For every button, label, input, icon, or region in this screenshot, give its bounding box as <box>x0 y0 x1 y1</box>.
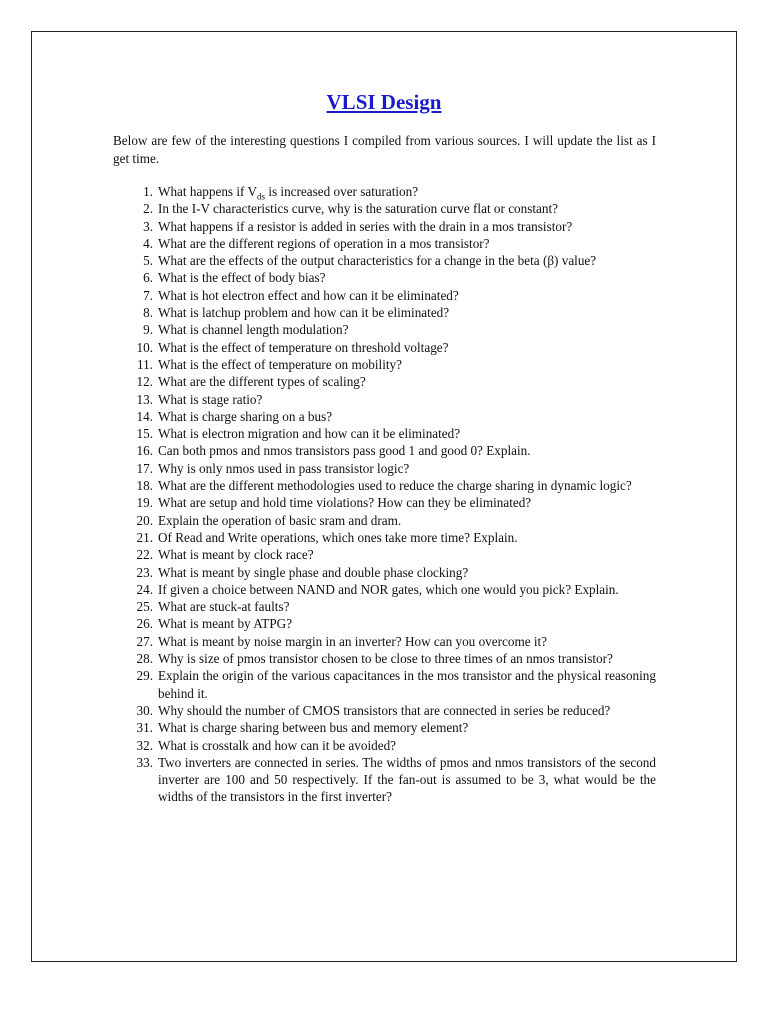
question-text: What are the effects of the output characteristics for a change in the beta (β) value? <box>158 253 597 269</box>
question-text: If given a choice between NAND and NOR gates, which one would you pick? Explain. <box>158 581 619 597</box>
question-number: 25. <box>136 599 153 615</box>
question-item <box>113 667 656 702</box>
question-item <box>113 460 656 477</box>
question-item <box>113 564 656 581</box>
question-number: 3. <box>143 218 153 234</box>
question-text: What is meant by clock race? <box>158 547 314 563</box>
question-number: 23. <box>136 564 153 580</box>
question-item <box>113 321 656 338</box>
question-number: 1. <box>143 184 153 199</box>
question-text: Two inverters are connected in series. The widths of pmos and nmos transistors of the second inverter are 100 and 50 respectively. If the fan-out is assumed to be 3, what would be the widths of the transistors in the first inverter? <box>158 754 656 805</box>
question-number: 24. <box>136 581 153 597</box>
question-item <box>113 425 656 442</box>
question-item <box>113 650 656 667</box>
question-number: 28. <box>136 651 153 667</box>
question-text: Of Read and Write operations, which ones take more time? Explain. <box>158 529 518 545</box>
question-text: What are setup and hold time violations? How can they be eliminated? <box>158 495 532 511</box>
question-text-part: is increased over saturation? <box>265 184 419 199</box>
question-text: What is stage ratio? <box>158 391 263 407</box>
question-item <box>113 200 656 217</box>
question-text: What are the different methodologies used to reduce the charge sharing in dynamic logic? <box>158 478 632 494</box>
question-text: Can both pmos and nmos transistors pass good 1 and good 0? Explain. <box>158 443 531 459</box>
question-number: 4. <box>143 235 153 251</box>
question-text: What is the effect of body bias? <box>158 270 326 286</box>
question-number: 12. <box>136 374 153 390</box>
question-text <box>158 183 656 200</box>
question-item <box>113 269 656 286</box>
question-item <box>113 754 656 806</box>
question-number: 11. <box>137 356 153 372</box>
question-number: 32. <box>136 737 153 753</box>
question-number: 21. <box>136 529 153 545</box>
question-item <box>113 442 656 459</box>
intro-paragraph: Below are few of the interesting questions I compiled from various sources. I will update the list as I get time. <box>113 133 656 166</box>
question-text: What is electron migration and how can it be eliminated? <box>158 426 461 442</box>
document-title[interactable]: VLSI Design <box>326 90 442 114</box>
question-item <box>113 373 656 390</box>
question-number: 31. <box>136 720 153 736</box>
question-text: Explain the operation of basic sram and dram. <box>158 512 402 528</box>
question-item <box>113 339 656 356</box>
question-number: 26. <box>136 616 153 632</box>
question-item <box>113 581 656 598</box>
question-text: What happens if a resistor is added in series with the drain in a mos transistor? <box>158 218 573 234</box>
question-text: Why is size of pmos transistor chosen to be close to three times of an nmos transistor? <box>158 651 613 667</box>
question-item <box>113 719 656 736</box>
question-text: What are the different regions of operation in a mos transistor? <box>158 235 490 251</box>
question-item <box>113 183 656 200</box>
question-number: 7. <box>143 287 153 303</box>
question-text: Why is only nmos used in pass transistor logic? <box>158 460 410 476</box>
question-item <box>113 356 656 373</box>
question-number: 22. <box>136 547 153 563</box>
question-text: In the I-V characteristics curve, why is the saturation curve flat or constant? <box>158 201 558 217</box>
question-number: 6. <box>143 270 153 286</box>
question-item <box>113 546 656 563</box>
question-text: What are the different types of scaling? <box>158 374 366 390</box>
question-number: 27. <box>136 633 153 649</box>
question-item <box>113 598 656 615</box>
question-text: What is the effect of temperature on threshold voltage? <box>158 339 449 355</box>
question-item <box>113 529 656 546</box>
question-text: What is charge sharing on a bus? <box>158 408 333 424</box>
question-item <box>113 702 656 719</box>
question-text: What is meant by ATPG? <box>158 616 293 632</box>
question-number: 9. <box>143 322 153 338</box>
question-item <box>113 287 656 304</box>
question-list <box>113 183 656 806</box>
question-text: What is latchup problem and how can it be eliminated? <box>158 305 450 321</box>
question-number: 18. <box>136 478 153 494</box>
question-number: 16. <box>136 443 153 459</box>
question-number: 10. <box>136 339 153 355</box>
question-text-part: What happens if V <box>158 184 258 199</box>
question-item <box>113 477 656 494</box>
question-text: What is meant by single phase and double phase clocking? <box>158 564 469 580</box>
question-number: 5. <box>143 253 153 269</box>
question-number: 8. <box>143 305 153 321</box>
question-text: What is channel length modulation? <box>158 322 349 338</box>
question-item <box>113 218 656 235</box>
question-item <box>113 737 656 754</box>
question-number: 14. <box>136 408 153 424</box>
question-number: 29. <box>136 668 153 684</box>
question-number: 13. <box>136 391 153 407</box>
question-item <box>113 615 656 632</box>
question-number: 19. <box>136 495 153 511</box>
question-item <box>113 408 656 425</box>
subscript: ds <box>257 191 266 202</box>
question-item <box>113 633 656 650</box>
question-text: What is hot electron effect and how can it be eliminated? <box>158 287 459 303</box>
question-text: What are stuck-at faults? <box>158 599 290 615</box>
question-number: 15. <box>136 426 153 442</box>
question-item <box>113 304 656 321</box>
question-text: What is charge sharing between bus and memory element? <box>158 720 469 736</box>
question-item <box>113 252 656 269</box>
question-item <box>113 391 656 408</box>
question-number: 33. <box>136 754 153 770</box>
question-number: 30. <box>136 702 153 718</box>
question-text: What is the effect of temperature on mobility? <box>158 356 403 372</box>
question-number: 17. <box>136 460 153 476</box>
question-item <box>113 512 656 529</box>
question-number: 20. <box>136 512 153 528</box>
question-item <box>113 235 656 252</box>
question-item <box>113 494 656 511</box>
question-text: Why should the number of CMOS transistors that are connected in series be reduced? <box>158 702 611 718</box>
question-number: 2. <box>143 201 153 217</box>
question-text: What is meant by noise margin in an inverter? How can you overcome it? <box>158 633 548 649</box>
question-text: Explain the origin of the various capacitances in the mos transistor and the physical reasoning behind it. <box>158 668 656 701</box>
question-text: What is crosstalk and how can it be avoided? <box>158 737 397 753</box>
